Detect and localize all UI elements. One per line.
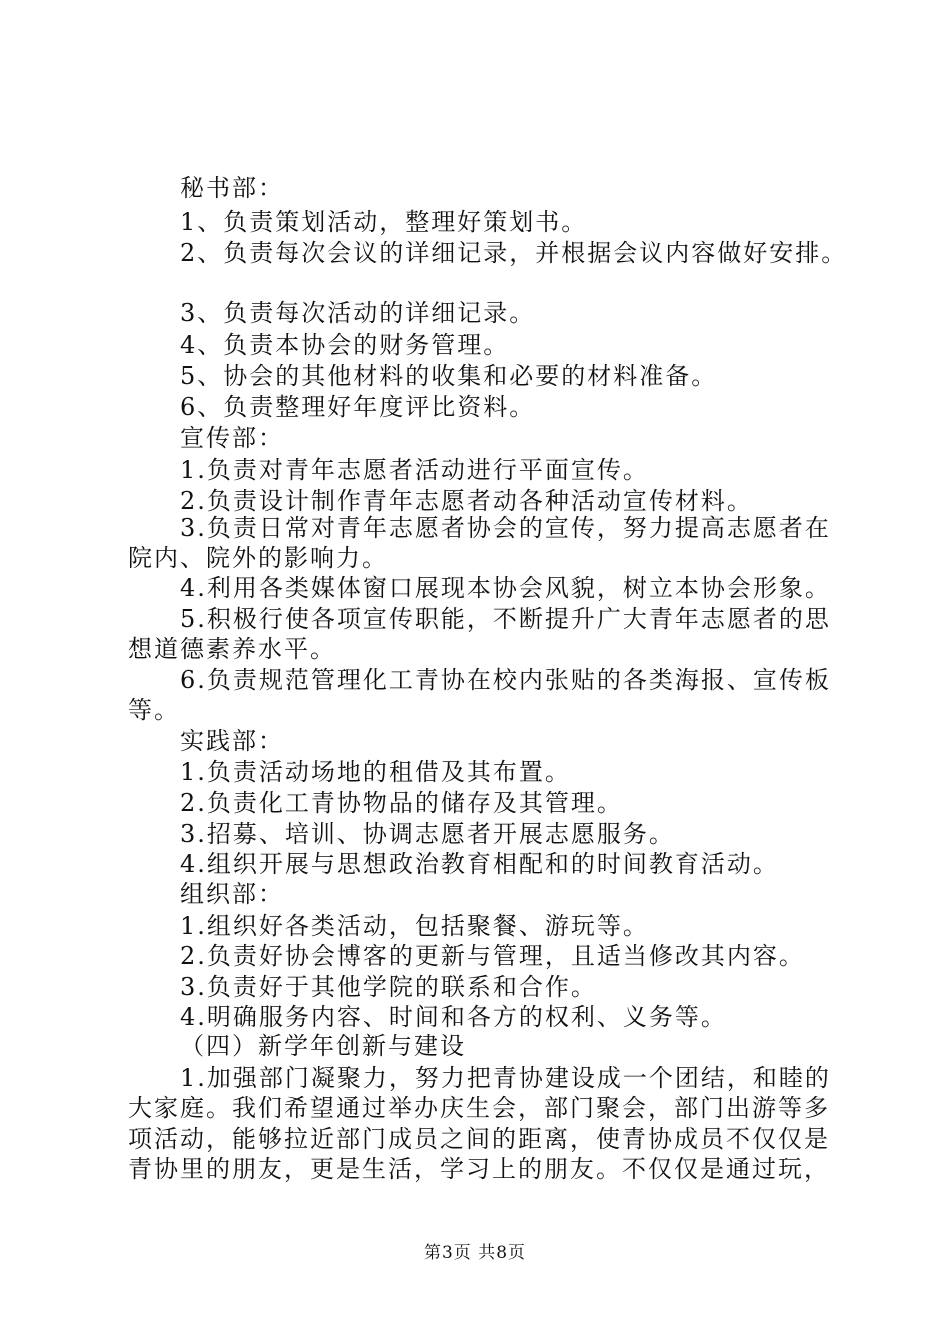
text-line: 3.负责日常对青年志愿者协会的宣传，努力提高志愿者在 [180, 514, 831, 542]
text-line: 项活动，能够拉近部门成员之间的距离，使青协成员不仅仅是 [128, 1125, 830, 1153]
text-line: 3.招募、培训、协调志愿者开展志愿服务。 [180, 820, 675, 848]
section-heading: （四）新学年创新与建设 [180, 1032, 466, 1060]
text-line: 2.负责好协会博客的更新与管理，且适当修改其内容。 [180, 942, 805, 970]
text-line: 1、负责策划活动，整理好策划书。 [180, 208, 588, 236]
section-heading: 宣传部： [180, 424, 284, 452]
text-line: 4.利用各类媒体窗口展现本协会风貌，树立本协会形象。 [180, 574, 831, 602]
text-line: 6.负责规范管理化工青协在校内张贴的各类海报、宣传板 [180, 666, 831, 694]
text-line: 1.组织好各类活动，包括聚餐、游玩等。 [180, 912, 649, 940]
text-line: 1.负责对青年志愿者活动进行平面宣传。 [180, 456, 649, 484]
text-line: 想道德素养水平。 [128, 635, 336, 663]
text-line: 5.积极行使各项宣传职能，不断提升广大青年志愿者的思 [180, 605, 831, 633]
text-line: 等。 [128, 696, 180, 724]
text-line: 1.加强部门凝聚力，努力把青协建设成一个团结，和睦的 [180, 1064, 831, 1092]
text-line: 1.负责活动场地的租借及其布置。 [180, 758, 571, 786]
text-line: 青协里的朋友，更是生活，学习上的朋友。不仅仅是通过玩， [128, 1155, 830, 1183]
section-heading: 实践部： [180, 727, 284, 755]
text-line: 6、负责整理好年度评比资料。 [180, 393, 536, 421]
text-line: 大家庭。我们希望通过举办庆生会，部门聚会，部门出游等多 [128, 1094, 830, 1122]
text-line: 4、负责本协会的财务管理。 [180, 331, 510, 359]
text-line: 4.组织开展与思想政治教育相配和的时间教育活动。 [180, 850, 779, 878]
text-line: 3.负责好于其他学院的联系和合作。 [180, 973, 597, 1001]
text-line: 2.负责化工青协物品的储存及其管理。 [180, 789, 623, 817]
text-line: 2.负责设计制作青年志愿者动各种活动宣传材料。 [180, 487, 753, 515]
text-line: 4.明确服务内容、时间和各方的权利、义务等。 [180, 1003, 727, 1031]
section-heading: 组织部： [180, 880, 284, 908]
text-line: 5、协会的其他材料的收集和必要的材料准备。 [180, 362, 718, 390]
text-line: 院内、院外的影响力。 [128, 544, 388, 572]
page-number-footer: 第3页 共8页 [423, 1243, 527, 1263]
text-line: 3、负责每次活动的详细记录。 [180, 299, 536, 327]
text-line: 2、负责每次会议的详细记录，并根据会议内容做好安排。 [180, 239, 848, 267]
text-line: 秘书部： [180, 174, 284, 202]
